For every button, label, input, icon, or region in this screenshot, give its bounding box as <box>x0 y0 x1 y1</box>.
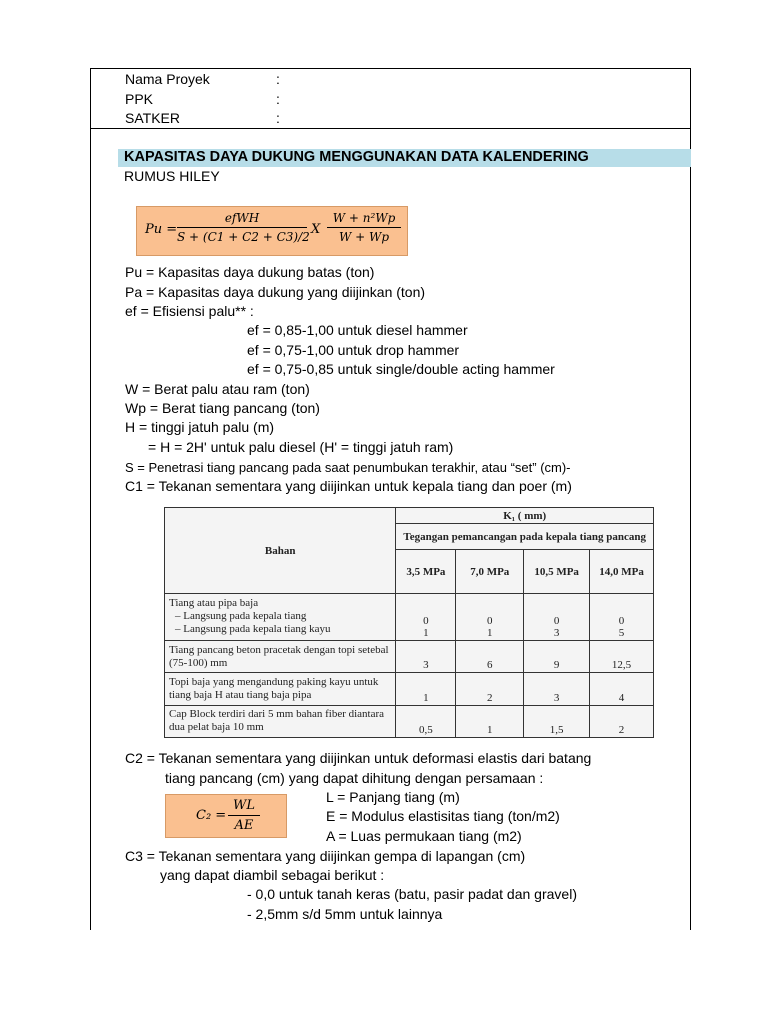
formula-fraction-2 <box>327 211 401 244</box>
k1-row-desc: Cap Block terdiri dari 5 mm bahan fiber diantara dua pelat baja 10 mm <box>165 705 396 737</box>
k1-header-bahan: Bahan <box>165 508 396 594</box>
k1-cell-value: 3 <box>553 626 560 639</box>
k1-header-mpa-3-5: 3,5 MPa <box>396 550 456 594</box>
k1-cell-value: 12,5 <box>590 640 654 672</box>
k1-row-desc: Topi baja yang mengandung paking kayu untuk tiang baja H atau tiang baja pipa <box>165 673 396 705</box>
def-pu: Pu = Kapasitas daya dukung batas (ton) <box>125 264 375 280</box>
def-h-diesel: = H = 2H' untuk palu diesel (H' = tinggi jatuh ram) <box>148 439 454 455</box>
k1-row-desc: Tiang pancang beton pracetak dengan topi setebal (75-100) mm <box>165 640 396 672</box>
k1-cell-value: 0 <box>553 614 560 627</box>
k1-cell-value: 1 <box>396 673 456 705</box>
k1-cell-value: 1 <box>456 705 524 737</box>
k1-cell-value: 0,5 <box>396 705 456 737</box>
k1-row-desc: – Langsung pada kepala tiang kayu <box>175 623 331 636</box>
k1-cell <box>590 594 654 641</box>
c2-formula-lhs: C₂ = <box>196 808 227 823</box>
k1-cell <box>456 594 524 641</box>
field-label-ppk: PPK <box>125 91 154 107</box>
def-h: H = tinggi jatuh palu (m) <box>125 419 275 435</box>
def-ef-diesel: ef = 0,85-1,00 untuk diesel hammer <box>247 322 468 338</box>
def-ef-single-double: ef = 0,75-0,85 untuk single/double acting hammer <box>247 361 555 377</box>
formula-lhs: Pu = <box>145 222 178 237</box>
frame-right-border <box>690 68 691 930</box>
k1-row-desc: – Langsung pada kepala tiang <box>175 610 307 623</box>
c2-term-a: A = Luas permukaan tiang (m2) <box>326 828 522 844</box>
k1-cell-value: 0 <box>618 614 625 627</box>
def-s: S = Penetrasi tiang pancang pada saat penumbukan terakhir, atau “set” (cm)- <box>125 460 571 475</box>
c3-item-tanah-keras: - 0,0 untuk tanah keras (batu, pasir padat dan gravel) <box>247 886 577 902</box>
k1-cell <box>396 594 456 641</box>
def-c1: C1 = Tekanan sementara yang diijinkan untuk kepala tiang dan poer (m) <box>125 478 572 494</box>
k1-cell-value: 0 <box>487 614 493 627</box>
field-sep-nama-proyek: : <box>276 71 280 87</box>
field-label-nama-proyek: Nama Proyek <box>125 71 210 87</box>
c2-formula-bar <box>228 815 260 816</box>
k1-row-desc: Tiang atau pipa baja <box>169 597 259 610</box>
c2-formula-numerator: WL <box>233 798 255 813</box>
k1-cell-value: 2 <box>590 705 654 737</box>
def-c3-line1: C3 = Tekanan sementara yang diijinkan gempa di lapangan (cm) <box>125 848 526 864</box>
k1-cell-value: 0 <box>423 614 429 627</box>
def-wp: Wp = Berat tiang pancang (ton) <box>125 400 320 416</box>
k1-cell-value: 2 <box>456 673 524 705</box>
frame-left-border <box>90 68 91 930</box>
formula-fraction-2-numerator: W + n²Wp <box>332 211 396 225</box>
formula-fraction-1-denominator: S + (C1 + C2 + C3)/2 <box>177 230 310 244</box>
field-sep-ppk: : <box>276 91 280 107</box>
k1-cell <box>524 594 590 641</box>
c2-formula-fraction <box>228 798 260 833</box>
k1-cell-value: 3 <box>396 640 456 672</box>
k1-header-mpa-10-5: 10,5 MPa <box>524 550 590 594</box>
page-title: KAPASITAS DAYA DUKUNG MENGGUNAKAN DATA KALENDERING <box>124 149 589 165</box>
k1-cell-value: 1 <box>423 626 429 639</box>
c2-term-e: E = Modulus elastisitas tiang (ton/m2) <box>326 808 560 824</box>
field-label-satker: SATKER <box>125 110 180 126</box>
k1-header-mpa-7-0: 7,0 MPa <box>456 550 524 594</box>
frame-top-border <box>90 68 691 69</box>
formula-fraction-2-bar <box>327 227 401 228</box>
def-ef-drop: ef = 0,75-1,00 untuk drop hammer <box>247 342 460 358</box>
def-ef: ef = Efisiensi palu** : <box>125 303 254 319</box>
def-w: W = Berat palu atau ram (ton) <box>125 381 310 397</box>
k1-cell-value: 9 <box>524 640 590 672</box>
k1-header-k1: K₁ ( mm) <box>396 508 654 524</box>
k1-table-image <box>164 507 654 738</box>
c2-formula-denominator: AE <box>234 818 254 833</box>
header-divider <box>90 128 691 129</box>
k1-cell-value: 1 <box>487 626 493 639</box>
formula-fraction-1 <box>177 211 310 244</box>
page-subtitle: RUMUS HILEY <box>124 168 220 184</box>
formula-fraction-1-numerator: efWH <box>224 211 260 225</box>
k1-header-mpa-14-0: 14,0 MPa <box>590 550 654 594</box>
k1-cell-value: 5 <box>618 626 625 639</box>
c3-item-lainnya: - 2,5mm s/d 5mm untuk lainnya <box>247 906 443 922</box>
k1-table <box>164 507 654 738</box>
c2-formula-box <box>165 794 287 838</box>
formula-fraction-2-denominator: W + Wp <box>338 230 390 244</box>
field-sep-satker: : <box>276 110 280 126</box>
k1-cell-value: 4 <box>590 673 654 705</box>
def-c2-line2: tiang pancang (cm) yang dapat dihitung dengan persamaan : <box>165 770 544 786</box>
k1-cell-value: 1,5 <box>524 705 590 737</box>
k1-row-baja-group <box>165 594 396 641</box>
hiley-formula-box <box>136 206 408 256</box>
k1-header-tegangan: Tegangan pemancangan pada kepala tiang pancang <box>396 524 654 550</box>
def-c2-line1: C2 = Tekanan sementara yang diijinkan untuk deformasi elastis dari batang <box>125 750 592 766</box>
formula-times: X <box>311 222 321 237</box>
def-c3-line2: yang dapat diambil sebagai berikut : <box>160 867 385 883</box>
k1-cell-value: 6 <box>456 640 524 672</box>
formula-fraction-1-bar <box>177 227 307 228</box>
def-pa: Pa = Kapasitas daya dukung yang diijinkan (ton) <box>125 284 426 300</box>
c2-term-l: L = Panjang tiang (m) <box>326 789 460 805</box>
k1-cell-value: 3 <box>524 673 590 705</box>
